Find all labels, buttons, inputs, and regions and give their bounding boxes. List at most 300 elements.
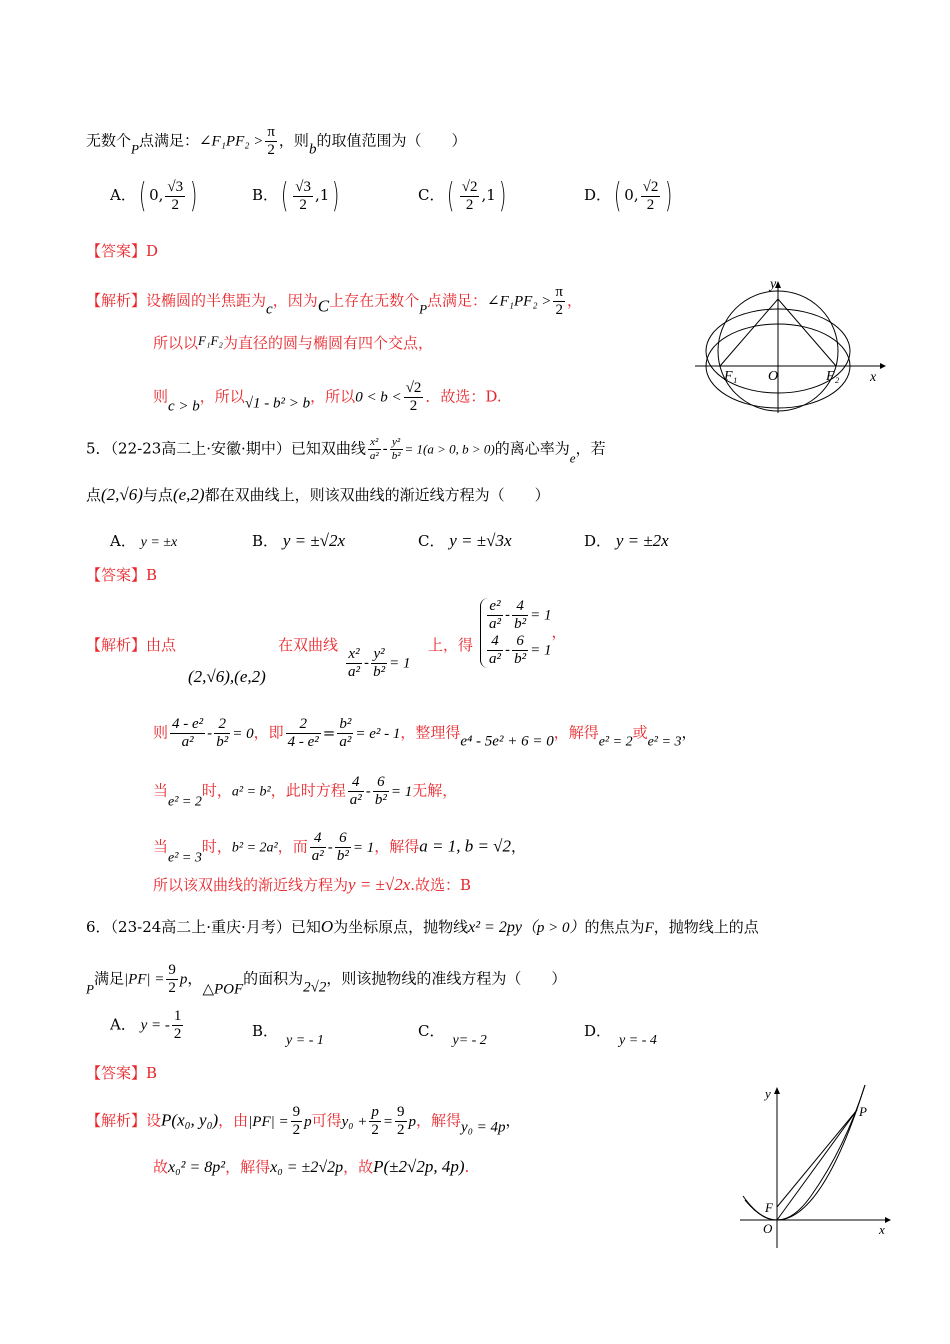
text: ， — [681, 723, 697, 742]
q5-analysis-line1 — [86, 634, 176, 656]
frac-num: 4 - e² — [172, 716, 204, 732]
math: 0 < b < — [355, 389, 402, 406]
text: 则 — [153, 387, 169, 406]
frac — [170, 716, 205, 751]
text: .故选：B — [410, 876, 472, 894]
frac-num: 2 — [286, 716, 321, 734]
math: (e,2) — [172, 485, 205, 504]
frac-den: 2 — [397, 1122, 405, 1138]
frac-den: 2 — [646, 196, 655, 213]
origin-label: O — [768, 369, 779, 384]
frac-num: x² — [368, 436, 381, 450]
text: 时， — [201, 837, 232, 856]
text: 故 — [153, 1158, 169, 1176]
frac-num: 9 — [168, 962, 176, 978]
text: 所以该双曲线的渐近线方程为 — [153, 876, 349, 894]
var: O — [320, 917, 334, 936]
text: ，解得 — [374, 837, 420, 856]
option-label: D． — [584, 1022, 612, 1040]
frac — [404, 380, 424, 415]
frac — [346, 646, 362, 681]
frac-den: 2 — [267, 142, 275, 158]
q5-hyperbola-eq — [344, 646, 410, 681]
frac — [512, 633, 528, 668]
math: e⁴ - 5e² + 6 = 0 — [460, 733, 554, 750]
frac — [373, 774, 389, 809]
option-text: y = ±2x — [615, 531, 669, 550]
frac-num: √2 — [461, 178, 478, 195]
frac — [172, 1008, 184, 1043]
frac-num: 2 — [214, 716, 230, 734]
text: 所以以 — [153, 334, 199, 352]
text: ，整理得 — [400, 723, 461, 742]
x-arrow-icon — [880, 363, 886, 369]
q6-analysis-line2 — [153, 1156, 469, 1179]
frac-den: 2 — [371, 1122, 379, 1138]
answer-label: 【答案】 — [86, 566, 147, 584]
frac-num: π — [555, 284, 563, 300]
frac — [291, 1104, 303, 1139]
frac-num: p — [371, 1104, 379, 1120]
frac-num: π — [267, 124, 275, 140]
q6-stem-line1 — [86, 916, 759, 939]
q4-condition: ∠F₁PF₂ > — [198, 133, 264, 150]
text: ，所以 — [199, 387, 245, 406]
math: = 1 — [530, 642, 552, 659]
y-label: y — [770, 277, 777, 292]
answer-value: D — [146, 242, 159, 260]
q5-analysis-line3 — [153, 774, 457, 814]
var: F — [644, 920, 654, 936]
frac-den: a² — [311, 848, 324, 864]
math: （p > 0） — [521, 920, 585, 936]
math: |PF| = — [123, 971, 165, 988]
text: 可得 — [311, 1111, 342, 1130]
math: x₀ = ±2√2p — [270, 1159, 344, 1176]
text: 上，得 — [428, 636, 474, 654]
q4-analysis-line1 — [86, 284, 582, 321]
math: - — [382, 439, 388, 458]
frac — [487, 633, 503, 668]
option-label: D． — [584, 532, 612, 550]
frac — [487, 598, 503, 633]
text: ，即 — [253, 723, 284, 742]
math: a² = b² — [231, 784, 271, 800]
text: 与点 — [142, 486, 173, 504]
option-text: y = ±x — [140, 535, 178, 550]
option-label: C． — [418, 532, 445, 550]
q4-text: 无数个 — [86, 131, 132, 150]
math: x₀² = 8p² — [168, 1159, 226, 1176]
q4-text: 的取值范围为（ ） — [316, 131, 467, 150]
q4-var-p: P — [131, 141, 139, 157]
math: P(±2√2p, 4p) — [373, 1157, 465, 1176]
text: ，而 — [277, 837, 308, 856]
math: b² = 2a² — [231, 840, 278, 856]
x-label: x — [879, 1222, 885, 1237]
frac-num: 9 — [397, 1104, 405, 1120]
y-label: y — [765, 1086, 771, 1101]
x-label: x — [870, 370, 877, 385]
math: |PF| = — [248, 1113, 289, 1130]
analysis-label: 【解析】 — [86, 291, 147, 310]
figure-ellipse-circle — [690, 276, 890, 416]
text: ，抛物线上的点 — [653, 918, 759, 936]
option-text: ,1 — [315, 186, 330, 204]
text: （23-24高二上·重庆·月考）已知 — [110, 918, 321, 936]
var: p — [179, 971, 188, 988]
origin-label: O — [763, 1221, 773, 1236]
frac — [337, 716, 353, 751]
answer-value: B — [146, 1064, 158, 1082]
frac-num: 6 — [512, 633, 528, 651]
option-frac — [165, 179, 185, 214]
math: a = 1, b = √2 — [419, 836, 511, 856]
frac-num: x² — [346, 646, 362, 664]
q6-answer — [86, 1062, 157, 1084]
text: ， — [551, 623, 567, 641]
frac-den: a² — [339, 734, 352, 750]
var: C — [317, 296, 330, 316]
q5-analysis-hyperbola — [278, 634, 338, 656]
paren: ) — [665, 176, 673, 216]
text: 为坐标原点，抛物线 — [333, 918, 469, 936]
answer-value: B — [146, 566, 158, 584]
q5-answer — [86, 564, 157, 586]
q4-analysis-line2 — [153, 330, 433, 354]
question-number: 6． — [86, 918, 111, 936]
text: ，解得 — [225, 1158, 271, 1176]
frac-num: y² — [390, 436, 403, 450]
text: ， — [187, 969, 203, 988]
q5-system — [480, 598, 566, 668]
q5-analysis-line2 — [153, 716, 696, 754]
q4-answer — [86, 240, 158, 262]
math: (2,√6) — [101, 485, 143, 504]
analysis-label: 【解析】 — [86, 1111, 147, 1130]
frac — [395, 1104, 407, 1139]
q5-option-c[interactable] — [418, 530, 512, 551]
frac — [214, 716, 230, 751]
option-label: A． — [110, 1015, 136, 1034]
option-text: 0, — [624, 186, 639, 204]
q6-option-d[interactable] — [584, 1020, 657, 1049]
math-group: $\frac{4}{\text{a²}}$ - $\frac{6}{\text{b²}}$ = 1 — [311, 830, 375, 864]
q4-text: ，则 — [278, 131, 309, 150]
math: = 1 — [530, 607, 552, 624]
text: ，解得 — [416, 1111, 462, 1130]
frac-den: 2 — [168, 980, 176, 996]
math: P(x₀, y₀) — [161, 1110, 219, 1130]
math: = 0 — [232, 725, 254, 742]
text: 的面积为 — [243, 969, 304, 988]
frac-den: 2 — [409, 398, 418, 414]
frac-den: 2 — [465, 196, 474, 213]
frac-num: b² — [339, 716, 352, 732]
paren: ( — [447, 176, 455, 216]
math: c > b — [168, 398, 200, 415]
frac — [368, 436, 381, 463]
math: △POF — [202, 981, 244, 998]
frac-den: 2 — [171, 196, 180, 213]
text: 由点 — [146, 636, 177, 654]
equation-system — [480, 598, 551, 668]
q5-stem-line2 — [86, 484, 550, 506]
math: - — [364, 653, 370, 672]
var: c — [266, 301, 273, 318]
q5-option-b[interactable] — [252, 530, 345, 551]
frac-den: b² — [216, 734, 229, 750]
option-frac — [460, 179, 480, 214]
option-label: C． — [418, 1022, 445, 1040]
frac-den: 2 — [555, 302, 563, 318]
math-group: $\frac{4}{\text{a²}}$ - $\frac{6}{\text{b²}}$ = 1 — [349, 774, 413, 808]
text: ，则该抛物线的准线方程为（ ） — [326, 969, 567, 988]
text: 则 — [153, 723, 169, 742]
frac-den: b² — [373, 664, 386, 680]
var: P — [86, 981, 94, 997]
answer-label: 【答案】 — [86, 242, 147, 260]
text: ，所以 — [310, 387, 356, 406]
q5-stem-line1 — [86, 436, 606, 470]
frac-num: 4 — [512, 598, 528, 616]
math: = 1 — [352, 839, 375, 856]
figure-parabola — [735, 1080, 895, 1250]
system-row: $\frac{\text{e²}}{\text{a²}}$ - $\frac{4}{\text{b²}}$ = 1 — [489, 598, 552, 632]
frac-den: b² — [391, 450, 401, 462]
math: e² = 3 — [647, 734, 682, 750]
frac-den: a² — [489, 651, 501, 667]
frac-den: 2 — [292, 1122, 301, 1138]
f-label: F — [765, 1200, 773, 1215]
q6-stem-line2 — [86, 962, 566, 1001]
option-text: y = - 1 — [286, 1033, 324, 1048]
text: ，因为 — [272, 291, 318, 310]
option-label: A． — [110, 532, 136, 550]
text: 为直径的圆与椭圆有四个交点 — [222, 334, 418, 352]
frac-den: a² — [348, 664, 360, 680]
q5-option-d[interactable] — [584, 530, 669, 551]
frac-den: b² — [514, 616, 527, 632]
math: e² = 2 — [168, 794, 202, 810]
frac-num: 9 — [292, 1104, 301, 1120]
text: 满足 — [93, 969, 124, 988]
q5-option-a[interactable] — [110, 530, 177, 551]
text: 时， — [201, 781, 232, 800]
text: 在双曲线 — [278, 636, 339, 654]
text: 的焦点为 — [584, 918, 645, 936]
x-arrow-icon — [885, 1217, 891, 1223]
text: ，若 — [575, 439, 606, 458]
option-text: ,1 — [481, 186, 496, 204]
math: y₀ = 4p — [461, 1119, 506, 1136]
question-number: 5． — [86, 439, 111, 458]
text: 无解， — [412, 781, 458, 800]
paren: ) — [498, 176, 507, 216]
frac-num: 4 — [487, 633, 503, 651]
math: x² = 2py — [468, 919, 522, 936]
option-text: 0, — [149, 186, 164, 204]
frac — [512, 598, 528, 633]
analysis-label: 【解析】 — [86, 636, 147, 654]
f2-label: F₂ — [826, 369, 840, 384]
q5-analysis-line4 — [153, 830, 526, 870]
frac-den: a² — [489, 616, 501, 632]
text: ，故 — [343, 1158, 374, 1176]
frac-den: a² — [369, 450, 379, 462]
text: ， — [505, 1111, 521, 1130]
frac-den: a² — [349, 792, 362, 808]
math: ∠F₁PF₂ > — [487, 293, 552, 310]
var: P — [419, 301, 428, 317]
option-text: y= - 2 — [452, 1033, 487, 1048]
text: . — [464, 1158, 470, 1176]
paren: ( — [138, 176, 147, 216]
option-text: y = ±√3x — [449, 531, 512, 550]
frac-num: y² — [371, 646, 387, 664]
q4-option-d[interactable] — [584, 176, 676, 216]
frac-num: 1 — [173, 1008, 182, 1024]
frac-num: 4 — [310, 830, 326, 848]
math: = 1 — [389, 655, 411, 672]
q6-option-c[interactable] — [418, 1020, 487, 1049]
q4-var-b: b — [308, 141, 317, 158]
q6-analysis-line1 — [86, 1104, 521, 1139]
option-label: B． — [252, 186, 279, 204]
q4-option-b[interactable] — [252, 176, 343, 216]
frac — [286, 716, 321, 751]
option-text: y = - 4 — [619, 1033, 657, 1048]
option-label: B． — [252, 532, 279, 550]
frac — [553, 284, 565, 319]
frac-den: a² — [181, 734, 194, 750]
math: e² = 3 — [168, 850, 202, 866]
frac-num: 6 — [335, 830, 351, 848]
var: p — [408, 1113, 417, 1130]
p-label: P — [859, 1104, 867, 1119]
q4-option-a[interactable] — [110, 176, 200, 216]
q5-analysis-line5 — [153, 874, 471, 896]
math: = 1 — [390, 783, 413, 800]
math-group — [341, 1104, 417, 1138]
frac-den: 2 — [299, 196, 307, 213]
text: 上存在无数个 — [329, 291, 420, 310]
y-arrow-icon — [774, 1087, 780, 1094]
paren: ( — [281, 176, 289, 216]
text: 当 — [153, 837, 169, 856]
option-label: D． — [584, 186, 612, 204]
text: 的离心率为 — [494, 439, 570, 458]
text: 都在双曲线上，则该双曲线的渐近线方程为（ ） — [204, 486, 550, 504]
math: = — [382, 1113, 394, 1130]
text: ，解得 — [553, 723, 599, 742]
q4-stem — [86, 124, 466, 161]
frac-num: 6 — [373, 774, 389, 792]
text: 点 — [86, 486, 102, 504]
frac-num: 4 — [348, 774, 364, 792]
f1-label: F₁ — [724, 369, 738, 384]
text: ．故选：D. — [425, 387, 502, 406]
frac-num: √3 — [295, 178, 312, 195]
frac — [310, 830, 326, 865]
q6-option-b[interactable] — [252, 1020, 324, 1049]
frac — [166, 962, 178, 997]
frac — [371, 646, 387, 681]
answer-label: 【答案】 — [86, 1064, 147, 1082]
frac-num: √2 — [405, 380, 422, 396]
frac-den: 2 — [173, 1026, 182, 1042]
math: (2,√6),(e,2) — [188, 667, 266, 686]
text: ，由 — [218, 1111, 249, 1130]
math: F₁F₂ — [198, 333, 223, 348]
math-group — [248, 1104, 312, 1138]
text: 设 — [146, 1111, 162, 1130]
option-text: y = ±√2x — [282, 531, 346, 550]
parabola-curve — [743, 1085, 865, 1220]
var: p — [304, 1113, 312, 1130]
math: y = ±√2x — [348, 875, 411, 894]
text: 设椭圆的半焦距为 — [146, 291, 267, 310]
math: = 1(a > 0, b > 0) — [404, 441, 495, 457]
option-frac — [641, 179, 661, 214]
system-row: $\frac{4}{\text{a²}}$ - $\frac{6}{\text{b²}}$ = 1 — [489, 633, 552, 667]
text: ，此时方程 — [270, 781, 346, 800]
q4-option-c[interactable] — [418, 176, 509, 216]
frac-num: e² — [487, 598, 503, 616]
paren: ) — [332, 176, 340, 216]
text: （22-23高二上·安徽·期中）已知双曲线 — [110, 439, 366, 458]
option-label: C． — [418, 186, 445, 204]
frac-den: b² — [514, 651, 527, 667]
parabola-arc — [745, 1085, 865, 1220]
text: ， — [417, 334, 433, 352]
q5-analysis-get — [428, 634, 473, 656]
frac-num: √3 — [167, 178, 184, 195]
frac — [335, 830, 351, 865]
math: y = - — [140, 1017, 170, 1034]
math-group: $\frac{\text{4 - e²}}{\text{a²}}$ - $\frac{2}{\text{b²}}$ = 0 — [172, 716, 254, 750]
frac — [348, 774, 364, 809]
math: e² = 2 — [598, 734, 633, 750]
math: = e² - 1 — [355, 725, 401, 742]
q4-text: 点满足： — [138, 131, 199, 150]
paren: ) — [190, 176, 198, 216]
paren: ( — [614, 176, 622, 216]
q4-analysis-line3 — [153, 380, 502, 418]
math-group: $\frac{2}{\text{4 - e²}}$ = $\frac{\text{b²}}{\text{a²}}$ = e² - 1 — [287, 716, 401, 750]
option-label: B． — [252, 1022, 279, 1040]
segment-op — [777, 1110, 857, 1220]
text: ， — [511, 837, 527, 856]
frac-num: √2 — [642, 178, 659, 195]
frac — [369, 1104, 381, 1139]
frac-den: b² — [374, 792, 387, 808]
text: ， — [566, 291, 582, 310]
math: 2√2 — [303, 979, 327, 996]
text: 或 — [632, 723, 648, 742]
text: 点满足： — [427, 291, 488, 310]
var: e — [569, 450, 576, 466]
math: y₀ + — [341, 1113, 368, 1130]
option-label: A． — [110, 186, 136, 204]
frac — [390, 436, 403, 463]
q6-option-a[interactable] — [110, 1008, 185, 1043]
frac-den: 4 - e² — [287, 734, 319, 750]
text: 当 — [153, 781, 169, 800]
q4-pi-frac — [265, 124, 277, 159]
q5-points — [188, 666, 266, 688]
math: √1 - b² > b — [244, 395, 311, 412]
